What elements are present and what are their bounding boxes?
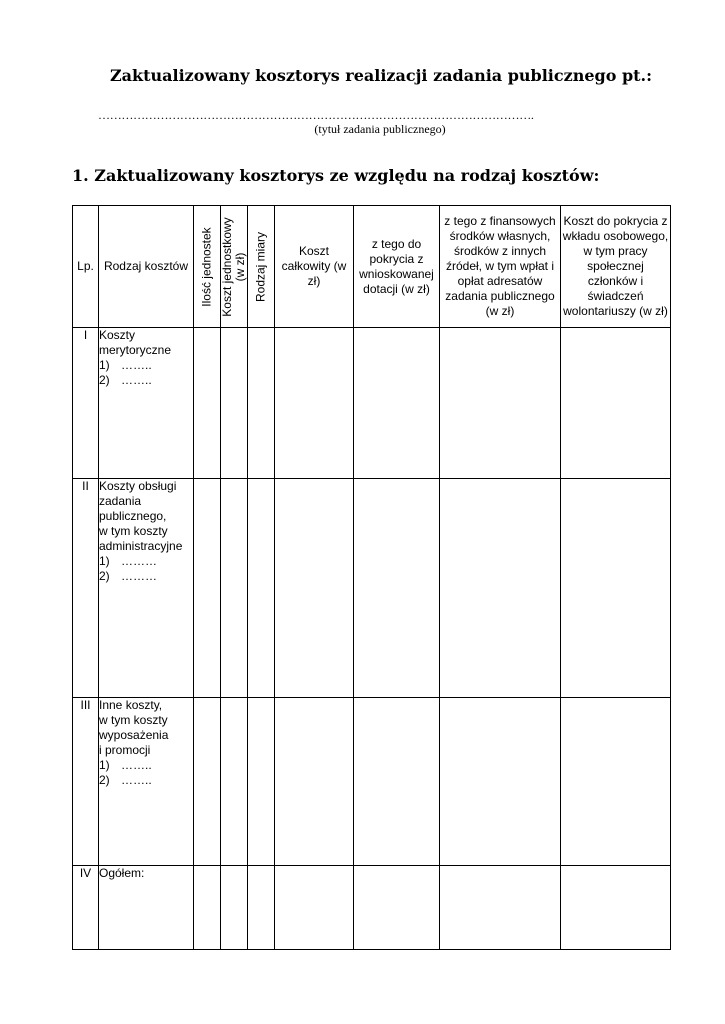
row-number: II [73, 479, 99, 698]
header-unit-count-label: Ilość jednostek [199, 226, 214, 307]
header-measure-type [248, 206, 275, 328]
cost-item-number: 1) [99, 758, 110, 772]
header-cost-type: Rodzaj kosztów [99, 206, 194, 328]
unit-cost-cell [221, 328, 248, 479]
row-number: IV [73, 866, 99, 950]
section-heading: 1. Zaktualizowany kosztorys ze względu na rodzaj kosztów: [72, 166, 600, 185]
cost-type-cell [99, 328, 194, 479]
cost-item-line [99, 773, 193, 788]
header-unit-cost [221, 206, 248, 328]
measure-type-cell [248, 698, 275, 866]
table-row [73, 698, 671, 866]
header-unit-count [194, 206, 221, 328]
cost-item-placeholder: ……… [121, 569, 157, 583]
cost-item-placeholder: ……… [121, 554, 157, 568]
own-funds-cell [440, 479, 561, 698]
total-cost-cell [275, 328, 354, 479]
cost-type-label-line: i promocji [99, 743, 151, 757]
cost-type-cell [99, 866, 194, 950]
cost-type-cell [99, 698, 194, 866]
cost-type-cell [99, 479, 194, 698]
task-title-caption: (tytuł zadania publicznego) [314, 122, 446, 136]
cost-item-line [99, 569, 193, 584]
cost-item-number: 1) [99, 554, 110, 568]
cost-type-label-line: merytoryczne [99, 343, 172, 357]
header-unit-cost-label: Koszt jednostkowy (w zł) [220, 216, 247, 317]
unit-count-cell [194, 328, 221, 479]
cost-item-number: 2) [99, 773, 110, 787]
row-number: III [73, 698, 99, 866]
cost-item-line [99, 373, 193, 388]
cost-item-placeholder: …….. [121, 758, 152, 772]
cost-item-placeholder: …….. [121, 358, 152, 372]
measure-type-cell [248, 328, 275, 479]
cost-type-label-line: administracyjne [99, 539, 183, 553]
cost-type-label-line: w tym koszty [99, 524, 168, 538]
table-row [73, 479, 671, 698]
total-cost-cell [275, 866, 354, 950]
header-total-cost: Koszt całkowity (w zł) [275, 206, 354, 328]
header-lp: Lp. [73, 206, 99, 328]
unit-cost-cell [221, 698, 248, 866]
measure-type-cell [248, 479, 275, 698]
table-row [73, 328, 671, 479]
cost-type-label-line: Koszty obsługi [99, 479, 177, 493]
table-body [73, 328, 671, 950]
grant-share-cell [354, 866, 440, 950]
cost-item-placeholder: …….. [121, 373, 152, 387]
grant-share-cell [354, 328, 440, 479]
row-number: I [73, 328, 99, 479]
total-cost-cell [275, 479, 354, 698]
cost-type-label-line: wyposażenia [99, 728, 169, 742]
cost-item-placeholder: …….. [121, 773, 152, 787]
total-cost-cell [275, 698, 354, 866]
cost-type-label-line: Koszty [99, 328, 136, 342]
unit-cost-cell [221, 479, 248, 698]
personal-contribution-cell [561, 328, 671, 479]
own-funds-cell [440, 328, 561, 479]
cost-type-label-line: Inne koszty, [99, 698, 163, 712]
own-funds-cell [440, 698, 561, 866]
unit-count-cell [194, 698, 221, 866]
cost-type-label-line: w tym koszty [99, 713, 168, 727]
cost-type-label-line: publicznego, [99, 509, 167, 523]
measure-type-cell [248, 866, 275, 950]
task-title-placeholder-line: …………………………………………………………………………………………………. [98, 108, 534, 122]
cost-type-label-line: Ogółem: [99, 866, 145, 880]
unit-count-cell [194, 866, 221, 950]
document-title: Zaktualizowany kosztorys realizacji zadania publicznego pt.: [110, 66, 653, 85]
grant-share-cell [354, 479, 440, 698]
header-grant-share: z tego do pokrycia z wnioskowanej dotacji (w zł) [354, 206, 440, 328]
personal-contribution-cell [561, 698, 671, 866]
cost-item-number: 2) [99, 373, 110, 387]
personal-contribution-cell [561, 479, 671, 698]
grant-share-cell [354, 698, 440, 866]
header-own-funds: z tego z finansowych środków własnych, środków z innych źródeł, w tym wpłat i opłat adresatów zadania publicznego (w zł) [440, 206, 561, 328]
personal-contribution-cell [561, 866, 671, 950]
cost-type-label-line: zadania [99, 494, 142, 508]
header-personal-contribution: Koszt do pokrycia z wkładu osobowego, w tym pracy społecznej członków i świadczeń wolontariuszy (w zł) [561, 206, 671, 328]
cost-item-line [99, 758, 193, 773]
cost-estimate-table [72, 205, 671, 950]
own-funds-cell [440, 866, 561, 950]
cost-item-line [99, 358, 193, 373]
table-row [73, 866, 671, 950]
unit-count-cell [194, 479, 221, 698]
cost-item-number: 1) [99, 358, 110, 372]
header-measure-type-label: Rodzaj miary [253, 231, 268, 302]
table-header-row [73, 206, 671, 328]
cost-item-number: 2) [99, 569, 110, 583]
unit-cost-cell [221, 866, 248, 950]
cost-item-line [99, 554, 193, 569]
